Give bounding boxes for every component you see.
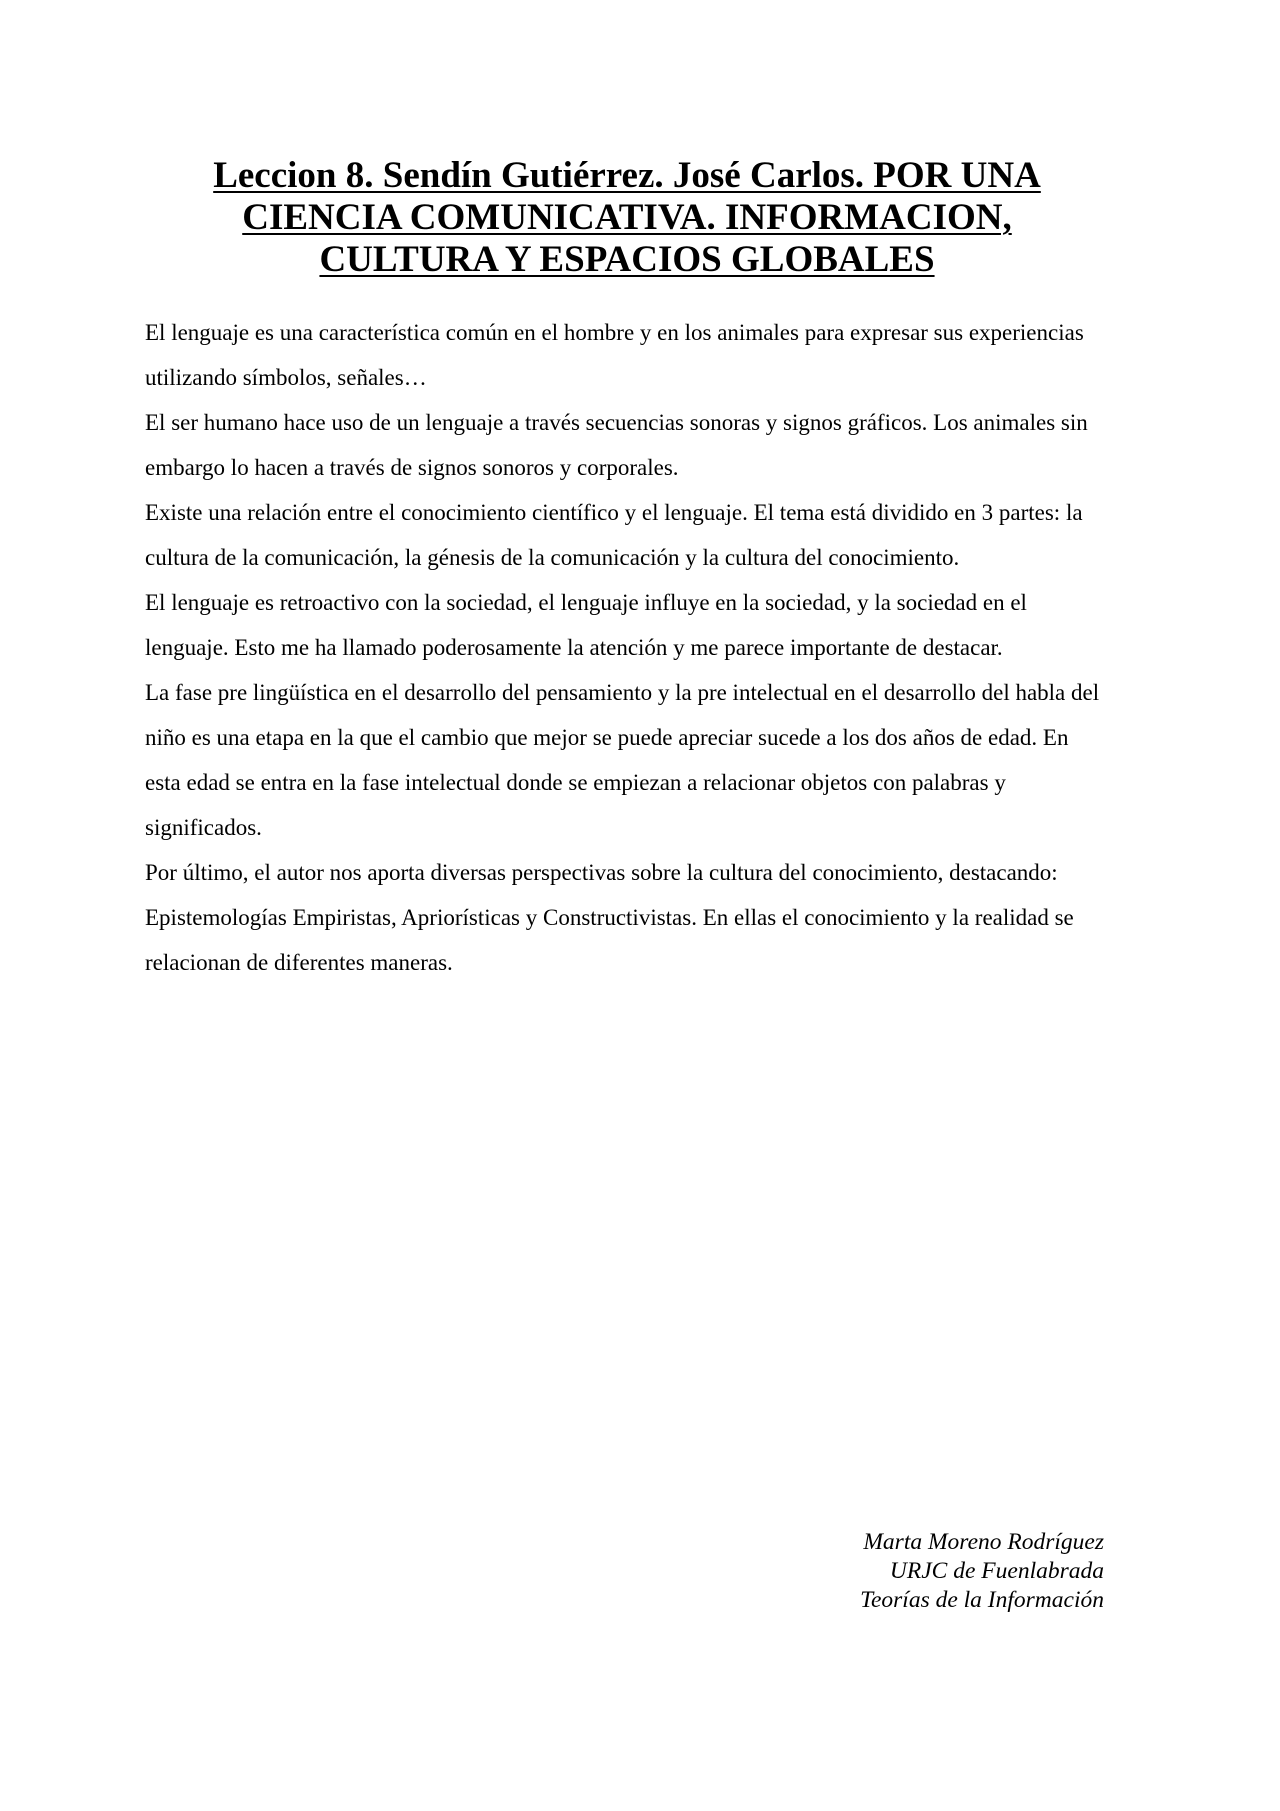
body-paragraph: El ser humano hace uso de un lenguaje a través secuencias sonoras y signos gráficos. Los animales sin embargo lo hacen a través de signos sonoros y corporales. — [145, 410, 1088, 480]
body-paragraph: El lenguaje es una característica común en el hombre y en los animales para expresar sus experiencias utilizando símbolos, señales… — [145, 320, 1084, 390]
signature-institution: URJC de Fuenlabrada — [889, 1558, 1104, 1584]
title-line: Leccion 8. Sendín Gutiérrez. José Carlos. POR UNA — [213, 155, 1041, 196]
document-body — [145, 310, 1105, 985]
title-line: CIENCIA COMUNICATIVA. INFORMACION, — [242, 197, 1012, 238]
body-paragraph: El lenguaje es retroactivo con la sociedad, el lenguaje influye en la sociedad, y la sociedad en el lenguaje. Esto me ha llamado poderosamente la atención y me parece importante de destacar. — [145, 590, 1027, 660]
signature-course: Teorías de la Información — [860, 1587, 1104, 1613]
document-title — [146, 155, 1108, 281]
signature-author: Marta Moreno Rodríguez — [863, 1529, 1104, 1555]
title-line: CULTURA Y ESPACIOS GLOBALES — [319, 239, 935, 280]
body-paragraph: La fase pre lingüística en el desarrollo del pensamiento y la pre intelectual en el desarrollo del habla del niño es una etapa en la que el cambio que mejor se puede apreciar sucede a los dos años de edad. En esta edad se entra en la fase intelectual donde se empiezan a relacionar objetos con palabras y significados. — [145, 680, 1100, 840]
body-paragraph: Por último, el autor nos aporta diversas perspectivas sobre la cultura del conocimiento, destacando: Epistemologías Empiristas, Apriorísticas y Constructivistas. En ellas el conocimiento y la realidad se relacionan de diferentes maneras. — [145, 860, 1074, 975]
signature-block — [860, 1528, 1104, 1615]
body-paragraph: Existe una relación entre el conocimiento científico y el lenguaje. El tema está dividido en 3 partes: la cultura de la comunicación, la génesis de la comunicación y la cultura del conocimiento. — [145, 500, 1083, 570]
